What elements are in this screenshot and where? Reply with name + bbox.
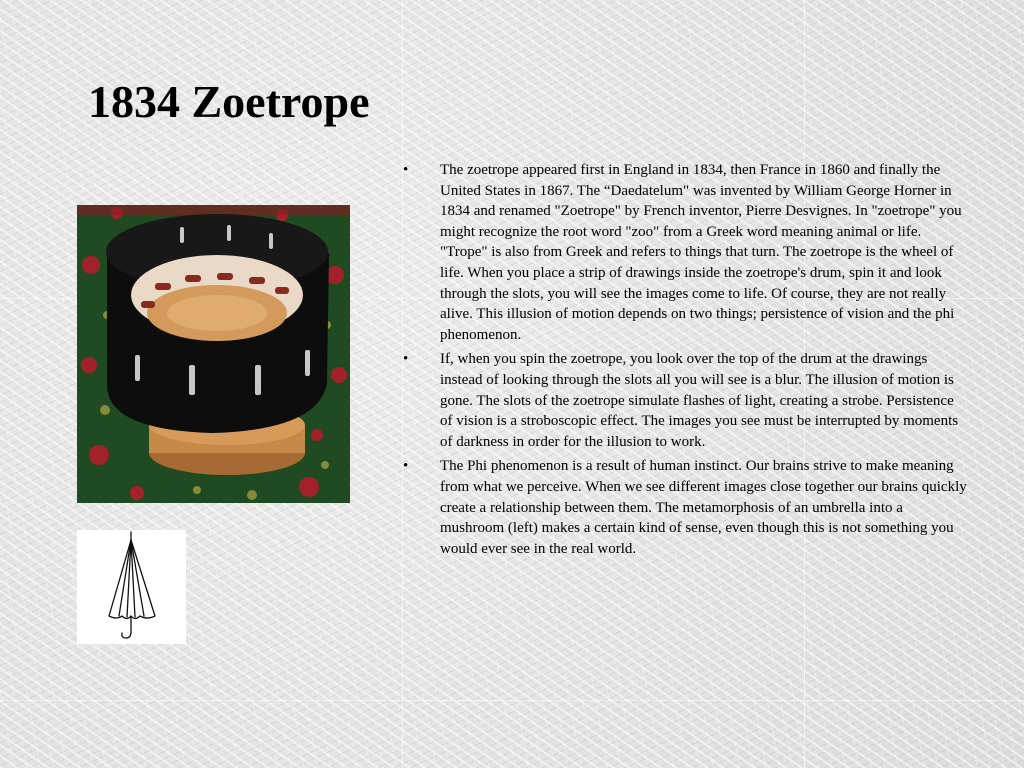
bullet-text: The zoetrope appeared first in England in 1834, then France in 1860 and finally the United States in 1867. The “Daedatelum" was invented by William George Horner in 1834 and renamed "Zoetrope" by French inventor, Pierre Desvignes. In "zoetrope" you might recognize the root word "zoo" from a Greek word meaning animal or life. "Trope" is also from Greek and refers to things that turn. The zoetrope is the wheel of life. When you place a strip of drawings inside the zoetrope's drum, spin it and look through the slots, you will see the images come to life. Of course, they are not really alive. This illusion of motion depends on two things; persistence of vision and the phi phenomenon. bbox=[440, 162, 962, 343]
bullet-item bbox=[400, 456, 968, 559]
background-tile-seam bbox=[0, 700, 1024, 701]
bullet-marker: • bbox=[403, 351, 409, 368]
slide-title: 1834 Zoetrope bbox=[88, 76, 370, 127]
bullet-item bbox=[400, 160, 968, 345]
bullet-list bbox=[400, 160, 968, 563]
umbrella-drawing bbox=[77, 530, 186, 644]
bullet-text: The Phi phenomenon is a result of human instinct. Our brains strive to make meaning from what we perceive. When we see different images close together our brains quickly create a relationship between them. The metamorphosis of an umbrella into a mushroom (left) makes a certain kind of sense, even though this is not something you would ever see in the real world. bbox=[440, 458, 967, 557]
bullet-marker: • bbox=[403, 162, 409, 178]
bullet-item bbox=[400, 349, 968, 452]
zoetrope-photo bbox=[77, 205, 350, 503]
bullet-text: If, when you spin the zoetrope, you look over the top of the drum at the drawings instead of looking through the slots all you will see is a blur. The illusion of motion is gone. The slots of the zoetrope simulate flashes of light, creating a strobe. Persistence of vision is a stroboscopic effect. The images you see must be interrupted by moments of darkness in order for the illusion to work. bbox=[440, 351, 959, 450]
bullet-marker: • bbox=[403, 458, 409, 475]
